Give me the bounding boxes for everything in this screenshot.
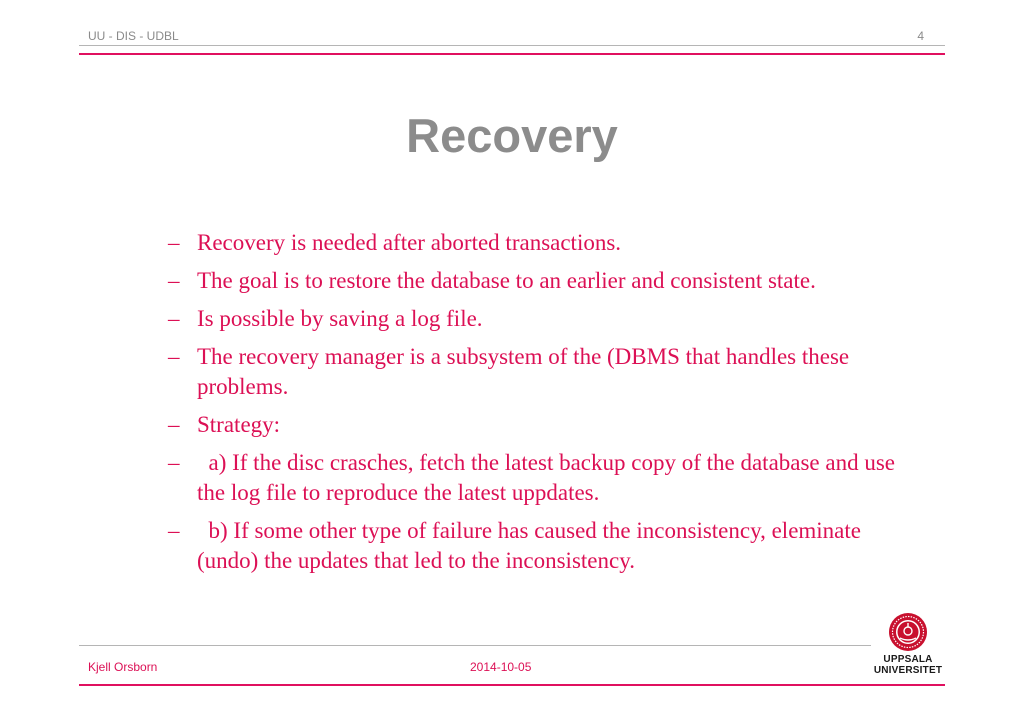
logo-line-2: UNIVERSITET xyxy=(873,665,943,676)
header-accent-rule xyxy=(79,53,945,55)
bullet-list xyxy=(168,228,928,584)
bullet-text: a) If the disc crasches, fetch the latest backup copy of the database and use the log file to reproduce the latest uppdates. xyxy=(197,450,896,505)
bullet-item xyxy=(168,410,928,440)
bullet-dash: – xyxy=(168,230,180,255)
bullet-dash: – xyxy=(168,268,180,293)
bullet-dash: – xyxy=(168,450,180,475)
logo-line-1: UPPSALA xyxy=(883,654,933,665)
page-number: 4 xyxy=(917,29,924,43)
bullet-item xyxy=(168,516,928,576)
bullet-item xyxy=(168,228,928,258)
footer-date: 2014-10-05 xyxy=(470,660,532,674)
university-logo xyxy=(868,612,948,680)
bullet-text: b) If some other type of failure has caused the inconsistency, eleminate (undo) the updates that led to the inconsistency. xyxy=(197,518,861,573)
bullet-text: Strategy: xyxy=(197,412,281,437)
bullet-item xyxy=(168,266,928,296)
bullet-text: Is possible by saving a log file. xyxy=(197,306,483,331)
bullet-dash: – xyxy=(168,344,180,369)
footer-divider xyxy=(79,645,871,646)
bullet-dash: – xyxy=(168,306,180,331)
bullet-item xyxy=(168,448,928,508)
bullet-text: The goal is to restore the database to an earlier and consistent state. xyxy=(197,268,816,293)
footer-accent-rule xyxy=(79,684,945,686)
bullet-dash: – xyxy=(168,518,180,543)
header-course-label: UU - DIS - UDBL xyxy=(88,29,179,43)
bullet-item xyxy=(168,342,928,402)
logo-wordmark xyxy=(868,654,948,676)
slide-title: Recovery xyxy=(406,109,618,162)
bullet-dash: – xyxy=(168,412,180,437)
bullet-item xyxy=(168,304,928,334)
bullet-text: The recovery manager is a subsystem of the (DBMS that handles these problems. xyxy=(197,344,850,399)
university-seal-icon xyxy=(888,612,928,652)
header-divider xyxy=(79,45,945,46)
bullet-text: Recovery is needed after aborted transactions. xyxy=(197,230,622,255)
footer-author: Kjell Orsborn xyxy=(88,660,158,674)
